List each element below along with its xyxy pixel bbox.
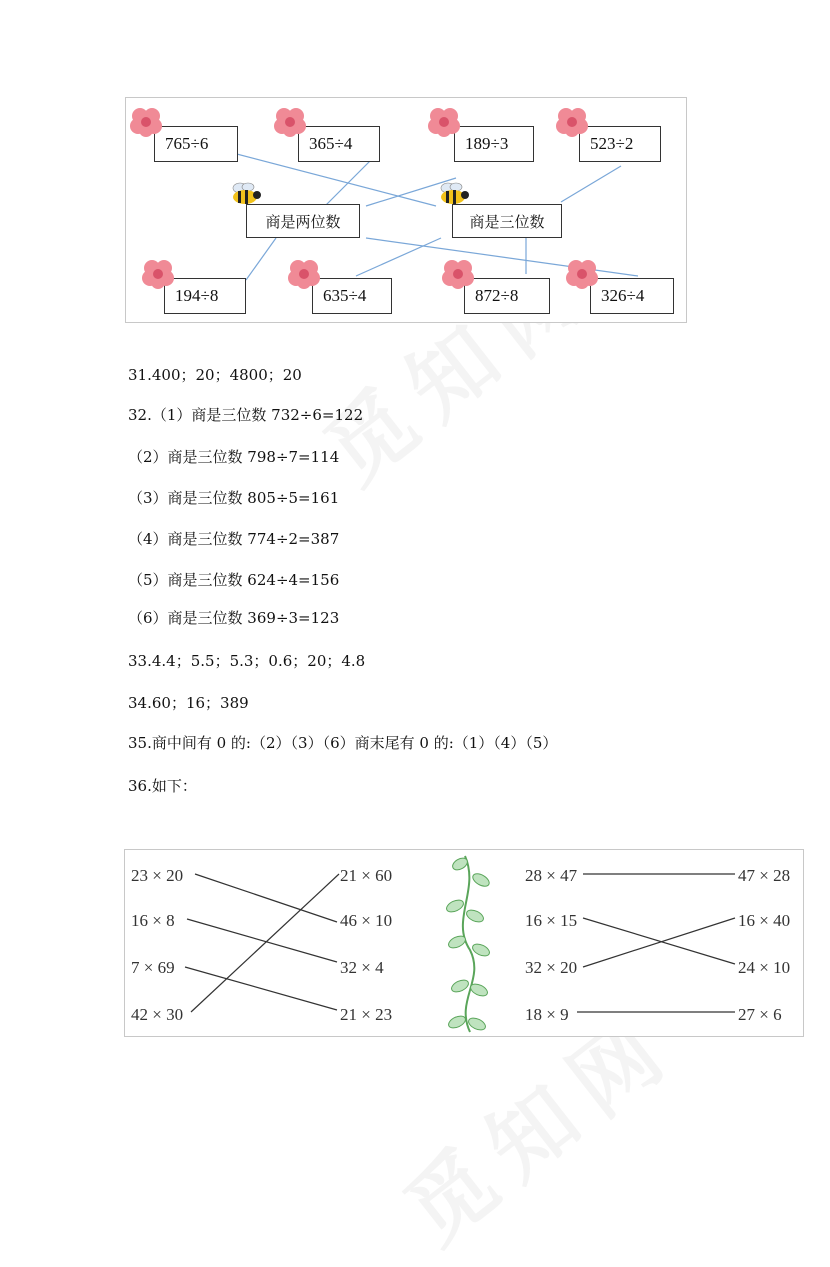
expr-box: 872÷8 [464, 278, 550, 314]
expr-box: 765÷6 [154, 126, 238, 162]
multiplication-matching-figure [124, 849, 804, 1037]
answer-32-6: （6）商是三位数 369÷3=123 [128, 609, 340, 627]
expr-box: 523÷2 [579, 126, 661, 162]
flower-icon [128, 104, 164, 138]
answer-34: 34.60；16；389 [128, 694, 249, 712]
bee-icon [436, 180, 470, 206]
connector-lines-left [185, 874, 339, 1012]
expr-left: 7 × 69 [131, 958, 175, 977]
expr-left: 42 × 30 [131, 1005, 184, 1024]
answer-32-5: （5）商是三位数 624÷4=156 [128, 571, 340, 589]
bee-icon [228, 180, 262, 206]
matching-diagram [125, 850, 803, 1036]
label-three-digit: 商是三位数 [452, 204, 562, 238]
flower-icon [564, 256, 600, 290]
expr-left: 16 × 8 [131, 911, 175, 930]
answer-32-3: （3）商是三位数 805÷5=161 [128, 489, 340, 507]
expr-left: 18 × 9 [525, 1005, 569, 1024]
expr-right: 21 × 23 [340, 1005, 393, 1024]
answer-36: 36.如下： [128, 777, 197, 795]
expr-box: 365÷4 [298, 126, 380, 162]
flower-icon [272, 104, 308, 138]
division-matching-figure [125, 97, 687, 323]
answer-33: 33.4.4；5.5；5.3；0.6；20；4.8 [128, 652, 366, 670]
flower-icon [554, 104, 590, 138]
vine-icon [445, 856, 492, 1033]
label-two-digit: 商是两位数 [246, 204, 360, 238]
expr-right: 21 × 60 [340, 866, 393, 885]
expr-box: 194÷8 [164, 278, 246, 314]
answer-32-2: （2）商是三位数 798÷7=114 [128, 448, 340, 466]
flower-icon [286, 256, 322, 290]
answer-31: 31.400；20；4800；20 [128, 366, 302, 384]
expr-left: 16 × 15 [525, 911, 578, 930]
expr-right: 47 × 28 [738, 866, 791, 885]
expr-right: 46 × 10 [340, 911, 393, 930]
flower-icon [440, 256, 476, 290]
answer-35: 35.商中间有 0 的:（2）（3）（6）商末尾有 0 的:（1）（4）（5） [128, 734, 558, 752]
expr-right: 24 × 10 [738, 958, 791, 977]
answer-32: 32.（1）商是三位数 732÷6=122 [128, 406, 364, 424]
expr-right: 32 × 4 [340, 958, 384, 977]
expr-right: 16 × 40 [738, 911, 791, 930]
expr-box: 635÷4 [312, 278, 392, 314]
expr-box: 326÷4 [590, 278, 674, 314]
flower-icon [426, 104, 462, 138]
expr-box: 189÷3 [454, 126, 534, 162]
answer-32-4: （4）商是三位数 774÷2=387 [128, 530, 340, 548]
expr-left: 23 × 20 [131, 866, 184, 885]
connector-lines-right [577, 874, 735, 1012]
expr-left: 32 × 20 [525, 958, 578, 977]
expr-right: 27 × 6 [738, 1005, 782, 1024]
expr-left: 28 × 47 [525, 866, 578, 885]
flower-icon [140, 256, 176, 290]
